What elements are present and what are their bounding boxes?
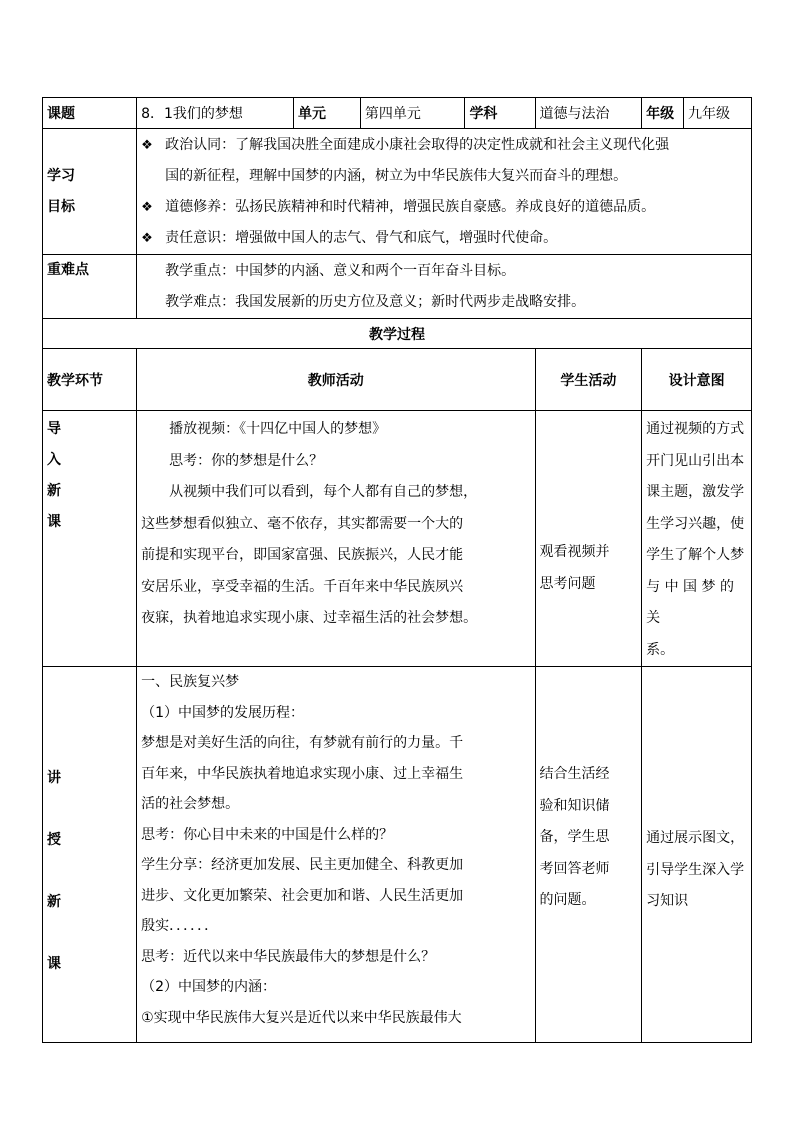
col-intent-header: 设计意图 [642, 349, 752, 411]
lesson-value: 8．1我们的梦想 [137, 98, 294, 129]
lecture-design-intent: 通过展示图文， 引导学生深入学 习知识 [642, 667, 752, 1043]
key-points-label: 重难点 [43, 255, 137, 319]
objective-item-continuation: 国的新征程，理解中国梦的内涵，树立为中华民族伟大复兴而奋斗的理想。 [165, 167, 628, 184]
lecture-row [43, 667, 752, 1043]
diamond-bullet-icon: ❖ [141, 137, 153, 153]
grade-label: 年级 [642, 98, 684, 129]
teaching-focus: 教学重点：中国梦的内涵、意义和两个一百年奋斗目标。 [165, 262, 516, 279]
teaching-difficulty: 教学难点：我国发展新的历史方位及意义；新时代两步走战略安排。 [165, 293, 586, 310]
process-title-row [43, 319, 752, 349]
objectives-content [137, 129, 752, 255]
unit-label: 单元 [293, 98, 360, 129]
lecture-teacher-activity: 一、民族复兴梦 （1）中国梦的发展历程： 梦想是对美好生活的向往，有梦就有前行的力量。千 百年来，中华民族执着地追求实现小康、过上幸福生 活的社会梦想。 思考：你心目中未来的中国是什么样的？ 学生分享：经济更加发展、民主更加健全、科教更加 进步、文化更加繁荣、社会更加和谐、人民生活更加 殷实．．．．．． 思考：近代以来中华民族最伟大的梦想是什么？ （2）中国梦的内涵： ①实现中华民族伟大复兴是近代以来中华民族最伟大 [137, 667, 535, 1043]
subject-value: 道德与法治 [535, 98, 642, 129]
lesson-plan-table [42, 97, 752, 1043]
unit-value: 第四单元 [360, 98, 465, 129]
objectives-row [43, 129, 752, 255]
intro-stage-label: 导 入 新 课 [43, 411, 137, 667]
header-row [43, 98, 752, 129]
grade-value: 九年级 [683, 98, 751, 129]
lecture-stage-label: 讲 授 新 课 [43, 667, 137, 1043]
intro-teacher-activity: 播放视频：《十四亿中国人的梦想》 思考：你的梦想是什么？ 从视频中我们可以看到，每个人都有自己的梦想， 这些梦想看似独立、毫不依存，其实都需要一个大的 前提和实现平台，即国家富强、民族振兴，人民才能 安居乐业，享受幸福的生活。千百年来中华民族夙兴 夜寐，执着地追求实现小康、过幸福生活的社会梦想。 [137, 411, 535, 667]
process-header-row [43, 349, 752, 411]
diamond-bullet-icon: ❖ [141, 199, 153, 215]
lecture-student-activity: 结合生活经 验和知识储 备，学生思 考回答老师 的问题。 [535, 667, 642, 1043]
process-title: 教学过程 [43, 319, 752, 349]
key-points-row [43, 255, 752, 319]
intro-design-intent: 通过视频的方式 开门见山引出本 课主题，激发学 生学习兴趣，使 学生了解个人梦 与 中 国 梦 的 关 系。 [642, 411, 752, 667]
lesson-label: 课题 [43, 98, 137, 129]
key-points-content [137, 255, 752, 319]
objective-item: ❖ 责任意识：增强做中国人的志气、骨气和底气，增强时代使命。 [141, 223, 747, 254]
subject-label: 学科 [465, 98, 535, 129]
col-stage-header: 教学环节 [43, 349, 137, 411]
objective-item: ❖ 政治认同：了解我国决胜全面建成小康社会取得的决定性成就和社会主义现代化强 [141, 130, 747, 161]
objectives-label: 学习 目标 [43, 129, 137, 255]
diamond-bullet-icon: ❖ [141, 230, 153, 246]
intro-row [43, 411, 752, 667]
objective-item: ❖ 道德修养：弘扬民族精神和时代精神，增强民族自豪感。养成良好的道德品质。 [141, 192, 747, 223]
col-teacher-header: 教师活动 [137, 349, 535, 411]
intro-student-activity: 观看视频并 思考问题 [535, 411, 642, 667]
col-student-header: 学生活动 [535, 349, 642, 411]
